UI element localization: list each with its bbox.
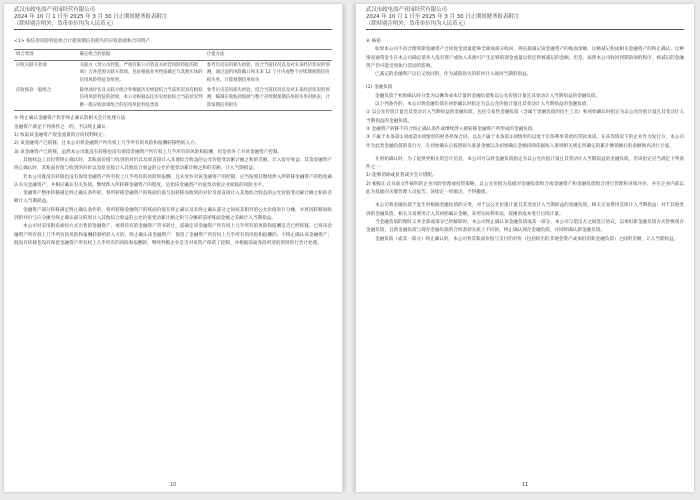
paragraph: ② 金融资产转移不符合终止确认条件或继续涉入被转移金融资产所形成的金融负债。	[366, 126, 537, 132]
paragraph: 当金融负债的现时义务全部或部分已经解除时，本公司终止确认该金融负债或其一部分。本公司与借出方之间签订协议，以承担新金融负债方式替换现存金融负债，且新金融负债与现存金融负债的合同条款实质上不同的，终止确认现存金融负债，并同时确认新金融负债。	[366, 219, 684, 234]
paragraph: ⑤ 终止确认金融资产和非终止确认的相关会计处理方法	[14, 116, 126, 122]
table-cell: 参考历史信用损失经验，结合当前状况以及对未来经济状况的预测，编制应收账款账龄与整个存续期预期信用损失率对照表，计算预期信用损失	[205, 86, 332, 111]
paragraph: ③ 不属于本条第①项或第②项情形的财务担保合同，以及不属于本条第①项情形的以低于市场利率贷款的贷款承诺。在该等情况下的企业作为发行方，本公司作为此类金融负债的发行方，在初始确认后按照损失准备金额以及初始确认金额扣除依据收入准则相关规定所确定的累计摊销额后的余额孰高进行计量。	[366, 135, 684, 149]
paragraph: 已减记的金融资产以后又收回的，作为减值损失的转回计入收回当期的损益。	[375, 72, 532, 78]
paragraph: 金融负债（或其一部分）终止确认的，本公司将其账面价值与支付的对价（包括转出的非现金资产或承担的新金融负债）之间的差额，计入当期损益。	[375, 236, 679, 242]
section-heading: ⑥ 核销	[366, 39, 381, 44]
table-header-row	[14, 50, 332, 61]
section-heading: (2) 金融负债	[366, 85, 393, 91]
right-header-period: 2024 年 10 月 1 日至 2025 年 3 月 30 日止期间财务报表附注	[366, 14, 520, 20]
paragraph: 本公司将金融负债于发生时根据金融负债的分类，对于以公允价值计量且其变动计入当期损益的金融负债，相关交易费用直接计入当期损益；对于其他类别的金融负债，相关交易费用计入其初始确认金额。采用实际利率法，按摊余成本进行后续计量。	[366, 203, 684, 217]
paragraph: 金融资产满足下列条件之一的，予以终止确认：	[14, 124, 111, 130]
right-header	[366, 7, 684, 28]
right-page-content	[366, 7, 684, 478]
paragraph: 在初始确认时，为了提供更相关的会计信息，本公司可以将金融负债指定为以公允价值计量且其变动计入当期损益的金融负债，但该指定应当满足下列条件之一：	[366, 156, 684, 171]
page-number: 10	[169, 482, 177, 488]
table-cell: 参考历史信用损失经验，结合当前状况以及对未来经济状况的预测，通过违约风险敞口和未来 12 个月内或整个存续期预期信用损失率，计算预期信用损失	[206, 62, 330, 84]
credit-loss-table	[14, 49, 332, 111]
paragraph: 金融资产部分转移满足终止确认条件的，将所转移金融资产的账面价值在终止确认及未终止确认部分之间按其相对的公允价值进行分摊，并将因转移而收到的对价与应分摊至终止确认部分的原计入其他综合收益的公允价值变动累计额之和与分摊的前述账面金额之差额计入当期损益。	[14, 207, 332, 222]
right-header-note: （除特别注明外，货币单位均为人民币元）	[366, 21, 469, 27]
paragraph: ① 以公允价值计量且其变动计入当期损益的金融负债，包括交易性金融负债（含属于金融负债的衍生工具）和初始确认时指定为以公允价值计量且其变动计入当期损益的金融负债。	[366, 110, 684, 124]
paragraph: 3) 该金融资产已转移，虽然本公司既没有转移也没有保留金融资产所有权上几乎所有的风险和报酬，但是放弃了对该金融资产控制。	[14, 149, 283, 155]
left-header-company: 武汉市政电商产业园经营有限公司	[14, 7, 95, 13]
left-header-note: （除特别注明外，货币单位均为人民币元）	[14, 21, 117, 27]
left-header	[14, 7, 332, 28]
paragraph: 1) 能够消除或显著减少会计错配。	[366, 173, 437, 179]
left-header-rule	[14, 29, 332, 30]
table-cell: 应收关联方款项	[16, 62, 47, 68]
left-page	[4, 4, 342, 492]
paragraph: 金融资产整体转移满足终止确认条件的，将所转移金融资产的账面价值与因转移而收到的对价及原直接计入其他综合收益的公允价值变动累计额之和的差额计入当期损益。	[14, 191, 332, 205]
paragraph: 其他权益工具投资终止确认时，其账面价值与收到的对价以及原直接计入其他综合收益的公允价值变动累计额之和的差额，计入留存收益；其余金融资产终止确认时，其账面价值与收到的对价以及原直接计入其他综合收益的公允价值变动累计额之和的差额，计入当期损益。	[14, 157, 332, 172]
table-header-cell: 确定组合的依据	[78, 50, 205, 61]
paragraph: 若本公司既没有转移也没有保留金融资产所有权上几乎所有的风险和报酬，且未放弃对该金融资产的控制，应当按照其继续涉入所转移金融资产的程度确认有关金融资产，并相应确认有关负债。继续涉入所转移金融资产的程度，是指该金融资产价值变动使企业面临的风险水平。	[14, 174, 332, 188]
paragraph: 金融负债于初始确认时分类为以摊余成本计量的金融负债和以公允价值计量且其变动计入当期损益的金融负债。	[375, 93, 601, 99]
table-cell: 除单项评估及关联方组合外根据历史经验结合当前状况具有相似信用风险特征的款项，本公司根据以往历史经验结合当前状况判断一般应收款项组合的信用风险特征类似	[78, 86, 205, 111]
paragraph: 以下列条件的，本公司将金融负债在初始确认时指定为以公允价值计量且其变动计入当期损益的金融负债：	[375, 102, 591, 108]
paragraph: 2) 该金融资产已转移，且本公司将金融资产所有权上几乎所有的风险和报酬转移给转入方；	[14, 141, 200, 147]
table-row	[14, 86, 332, 111]
right-header-rule	[366, 29, 684, 30]
paragraph: 如果本公司不再合理预期金融资产合同现金流量能够全部或部分收回，则直接减记该金融资产的账面余额。这种减记构成相关金融资产的终止确认。这种情况通常发生在本公司确定债务人没有资产或收入来源可产生足够的现金流量以偿还将被减记的金额。但是，按照本公司收回到期款项的程序，被减记的金融资产仍可能受到执行活动的影响。	[366, 47, 684, 69]
paragraph: 2) 根据正式书面文件载明的企业风险管理或投资策略，以公允价值为基础对金融负债组合或金融资产和金融负债组合进行管理和业绩评价，并在企业内部以此为基础向关键管理人员报告。该指定一经做出，不得撤销。	[366, 181, 684, 196]
paragraph: 本公司对采用附追索权方式出售的金融资产，或将持有的金融资产背书转让，需确定该金融资产所有权上几乎所有的风险和报酬是否已经转移。已将该金融资产所有权上几乎所有的风险和报酬转移给转入方的，终止确认该金融资产；保留了金融资产所有权上几乎所有的风险和报酬的，不终止确认该金融资产；既没有转移也没有保留金融资产所有权上几乎所有的风险和报酬的，继续判断企业是否对该资产保留了控制，并根据前面各段所述的原则进行会计处理。	[14, 224, 332, 246]
right-page	[356, 4, 694, 492]
book-gutter	[343, 4, 355, 492]
table-row	[14, 60, 332, 85]
table-cell: 关联方（母公司控股、严重有限公司者直关经营风险特征的款项）合并范围关联方款项，包括根据业务性质确定与其他实体的信用风险特征及组别。	[79, 62, 203, 84]
table-header-cell: 组合类别	[14, 50, 78, 61]
table-cell: 应收账款一般组合	[14, 86, 78, 111]
section-intro: <1> 按信用风险特征组合计提预期信用损失的应收款项和合同资产	[14, 39, 151, 44]
page-number: 11	[521, 482, 529, 488]
left-header-period: 2024 年 10 月 1 日至 2025 年 3 月 30 日止期间财务报表附注	[14, 14, 168, 20]
right-header-company: 武汉市政电商产业园经营有限公司	[366, 7, 447, 13]
left-page-content	[14, 7, 332, 478]
paragraph: 1) 收取该金融资产现金流量的合同权利终止；	[14, 133, 108, 139]
table-header-cell: 计提方法	[205, 50, 332, 61]
